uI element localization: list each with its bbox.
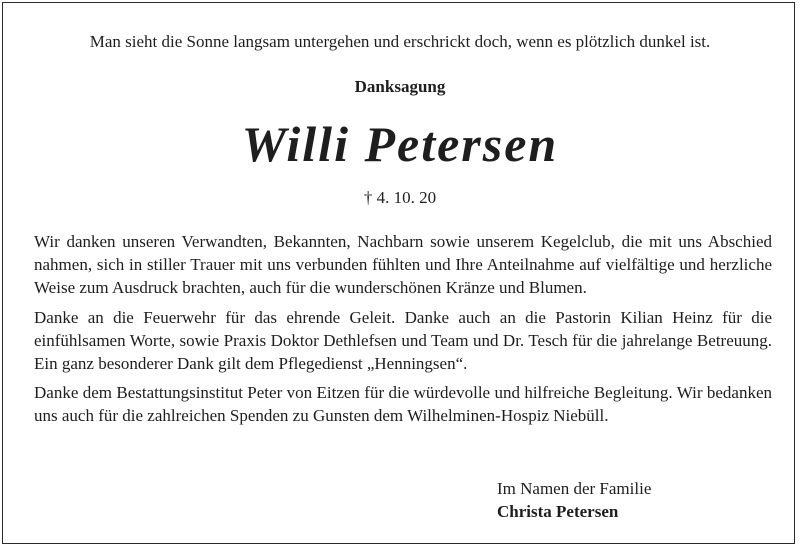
signature-block [497,477,651,523]
notice-heading: Danksagung [354,77,446,96]
deceased-name: Willi Petersen [241,116,559,172]
thanks-text [34,230,772,434]
death-date: † 4. 10. 20 [363,188,437,207]
signer-name: Christa Petersen [497,502,619,521]
thanks-paragraph: Danke dem Bestattungsinstitut Peter von Eitzen für die würdevolle und hilfreiche Begleitung. Wir bedanken uns auch für die zahlreichen Spenden zu Gunsten dem Wilhelminen-Hospiz Niebüll. [34,383,772,426]
motto-quote: Man sieht die Sonne langsam untergehen und erschrickt doch, wenn es plötzlich dunkel ist. [89,32,711,51]
signature-line: Im Namen der Familie [497,479,652,498]
thanks-paragraph: Wir danken unseren Verwandten, Bekannten, Nachbarn sowie unserem Kegelclub, die mit uns Abschied nahmen, sich in stiller Trauer mit uns verbunden fühlten und Ihre Anteilnahme auf vielfältige und herzliche Weise zum Ausdruck brachten, auch für die wunderschönen Kränze und Blumen. [34,232,772,298]
thanks-paragraph: Danke an die Feuerwehr für das ehrende Geleit. Danke auch an die Pastorin Kilian Heinz für die einfühlsamen Worte, sowie Praxis Doktor Dethlefsen und Team und Dr. Tesch für die jahrelange Betreuung. Ein ganz besonderer Dank gilt dem Pflegedienst „Henningsen“. [34,307,772,374]
